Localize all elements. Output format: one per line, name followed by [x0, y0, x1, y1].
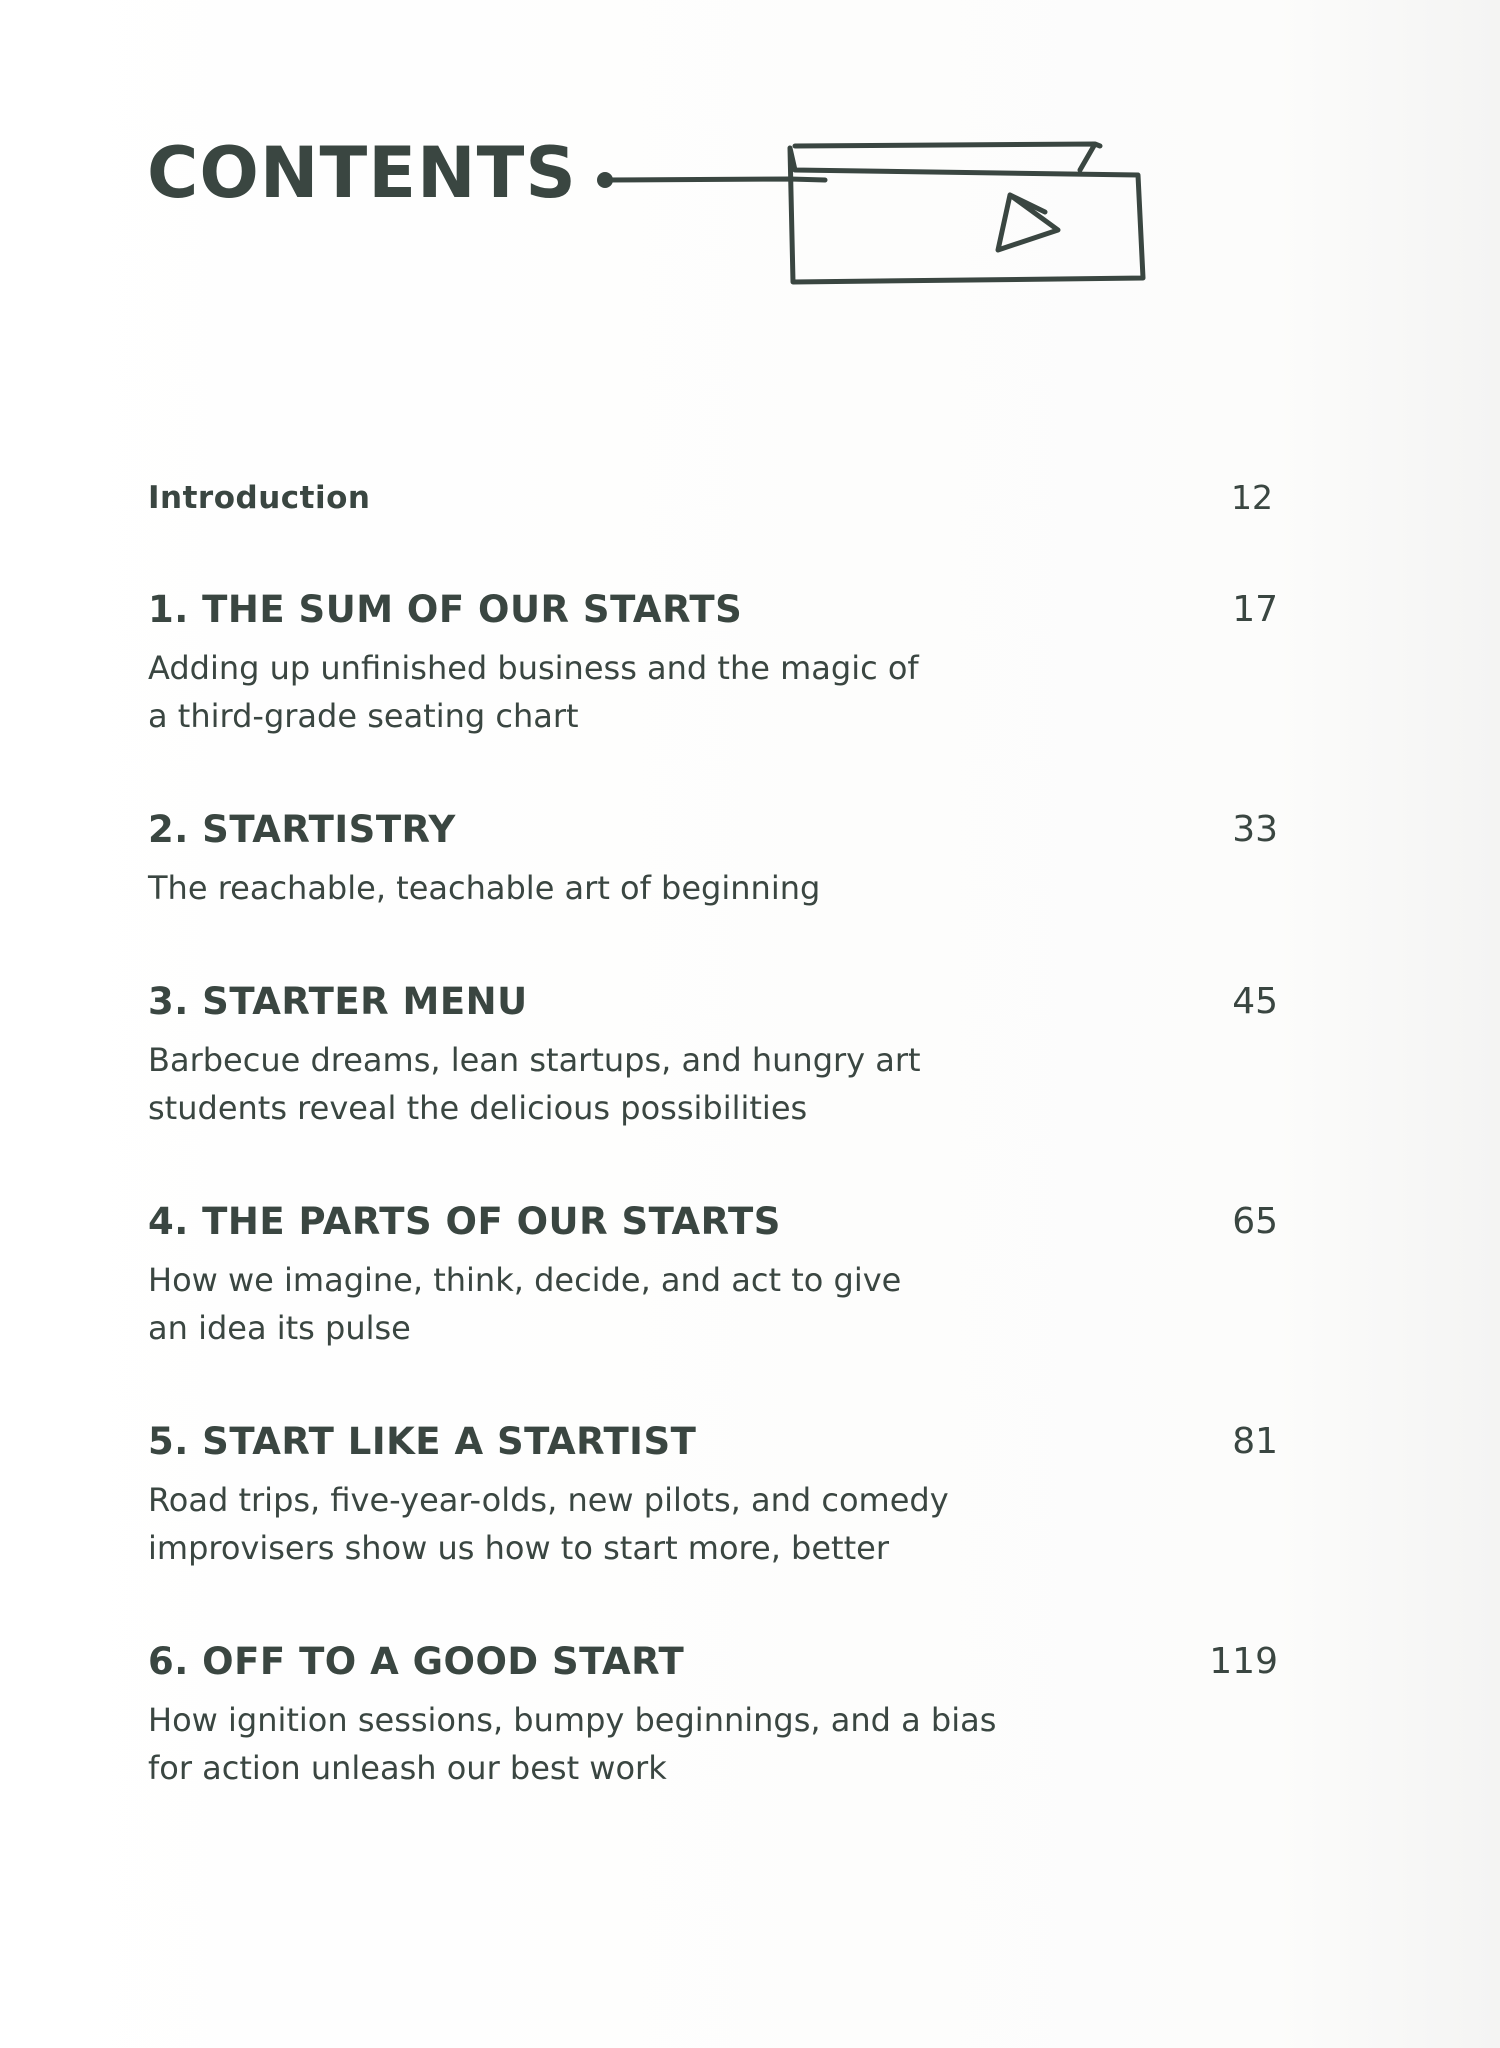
toc-subtitle-line: How ignition sessions, bumpy beginnings, and a bias [148, 1701, 997, 1739]
toc-page-number: 65 [1232, 1201, 1278, 1242]
toc-subtitle-line: Adding up unfinished business and the magic of [148, 649, 919, 687]
toc-entry-chapter-3[interactable] [148, 980, 1278, 1132]
toc-subtitle-line: a third-grade seating chart [148, 697, 579, 735]
page-title: CONTENTS [147, 132, 577, 214]
toc-entry-title: 6. OFF TO A GOOD START [148, 1640, 685, 1683]
toc-entry-title: 5. START LIKE A STARTIST [148, 1420, 697, 1463]
toc-page-number: 12 [1231, 478, 1273, 517]
toc-entry-subtitle [148, 1696, 1048, 1792]
toc-entry-subtitle [148, 644, 1048, 740]
toc-page-number: 45 [1232, 981, 1278, 1022]
toc-entry-title: 4. THE PARTS OF OUR STARTS [148, 1200, 781, 1243]
toc-entry-title: 1. THE SUM OF OUR STARTS [148, 588, 743, 631]
toc-page-number: 33 [1232, 809, 1278, 850]
toc-entry-subtitle [148, 1036, 1048, 1132]
toc-subtitle-line: improvisers show us how to start more, better [148, 1529, 889, 1567]
sketch-arrow [998, 195, 1058, 250]
toc-entry-title: 2. STARTISTRY [148, 808, 456, 851]
toc-entry-chapter-5[interactable] [148, 1420, 1278, 1572]
toc-subtitle-line: for action unleash our best work [148, 1749, 667, 1787]
toc-subtitle-line: students reveal the delicious possibilities [148, 1089, 808, 1127]
toc-page-number: 17 [1232, 589, 1278, 630]
toc-entry-subtitle [148, 1256, 1048, 1352]
toc-page-number: 81 [1232, 1421, 1278, 1462]
toc-entry-title: Introduction [148, 480, 371, 516]
toc-entry-subtitle [148, 1476, 1048, 1572]
toc-page-number: 119 [1209, 1641, 1278, 1682]
toc-entry-title: 3. STARTER MENU [148, 980, 528, 1023]
toc-subtitle-line: How we imagine, think, decide, and act to give [148, 1261, 902, 1299]
toc-entry-subtitle [148, 864, 1048, 912]
toc-entry-chapter-4[interactable] [148, 1200, 1278, 1352]
toc-entry-chapter-2[interactable] [148, 808, 1278, 912]
toc-entry-introduction[interactable] [148, 476, 1278, 520]
toc-subtitle-line: The reachable, teachable art of beginning [148, 869, 821, 907]
toc-subtitle-line: an idea its pulse [148, 1309, 411, 1347]
toc-subtitle-line: Barbecue dreams, lean startups, and hungry art [148, 1041, 921, 1079]
hand-drawn-tag-illustration [590, 130, 1150, 300]
toc-subtitle-line: Road trips, five-year-olds, new pilots, and comedy [148, 1481, 949, 1519]
sketch-box [790, 144, 1143, 282]
toc-entry-chapter-1[interactable] [148, 588, 1278, 740]
toc-entry-chapter-6[interactable] [148, 1640, 1278, 1792]
